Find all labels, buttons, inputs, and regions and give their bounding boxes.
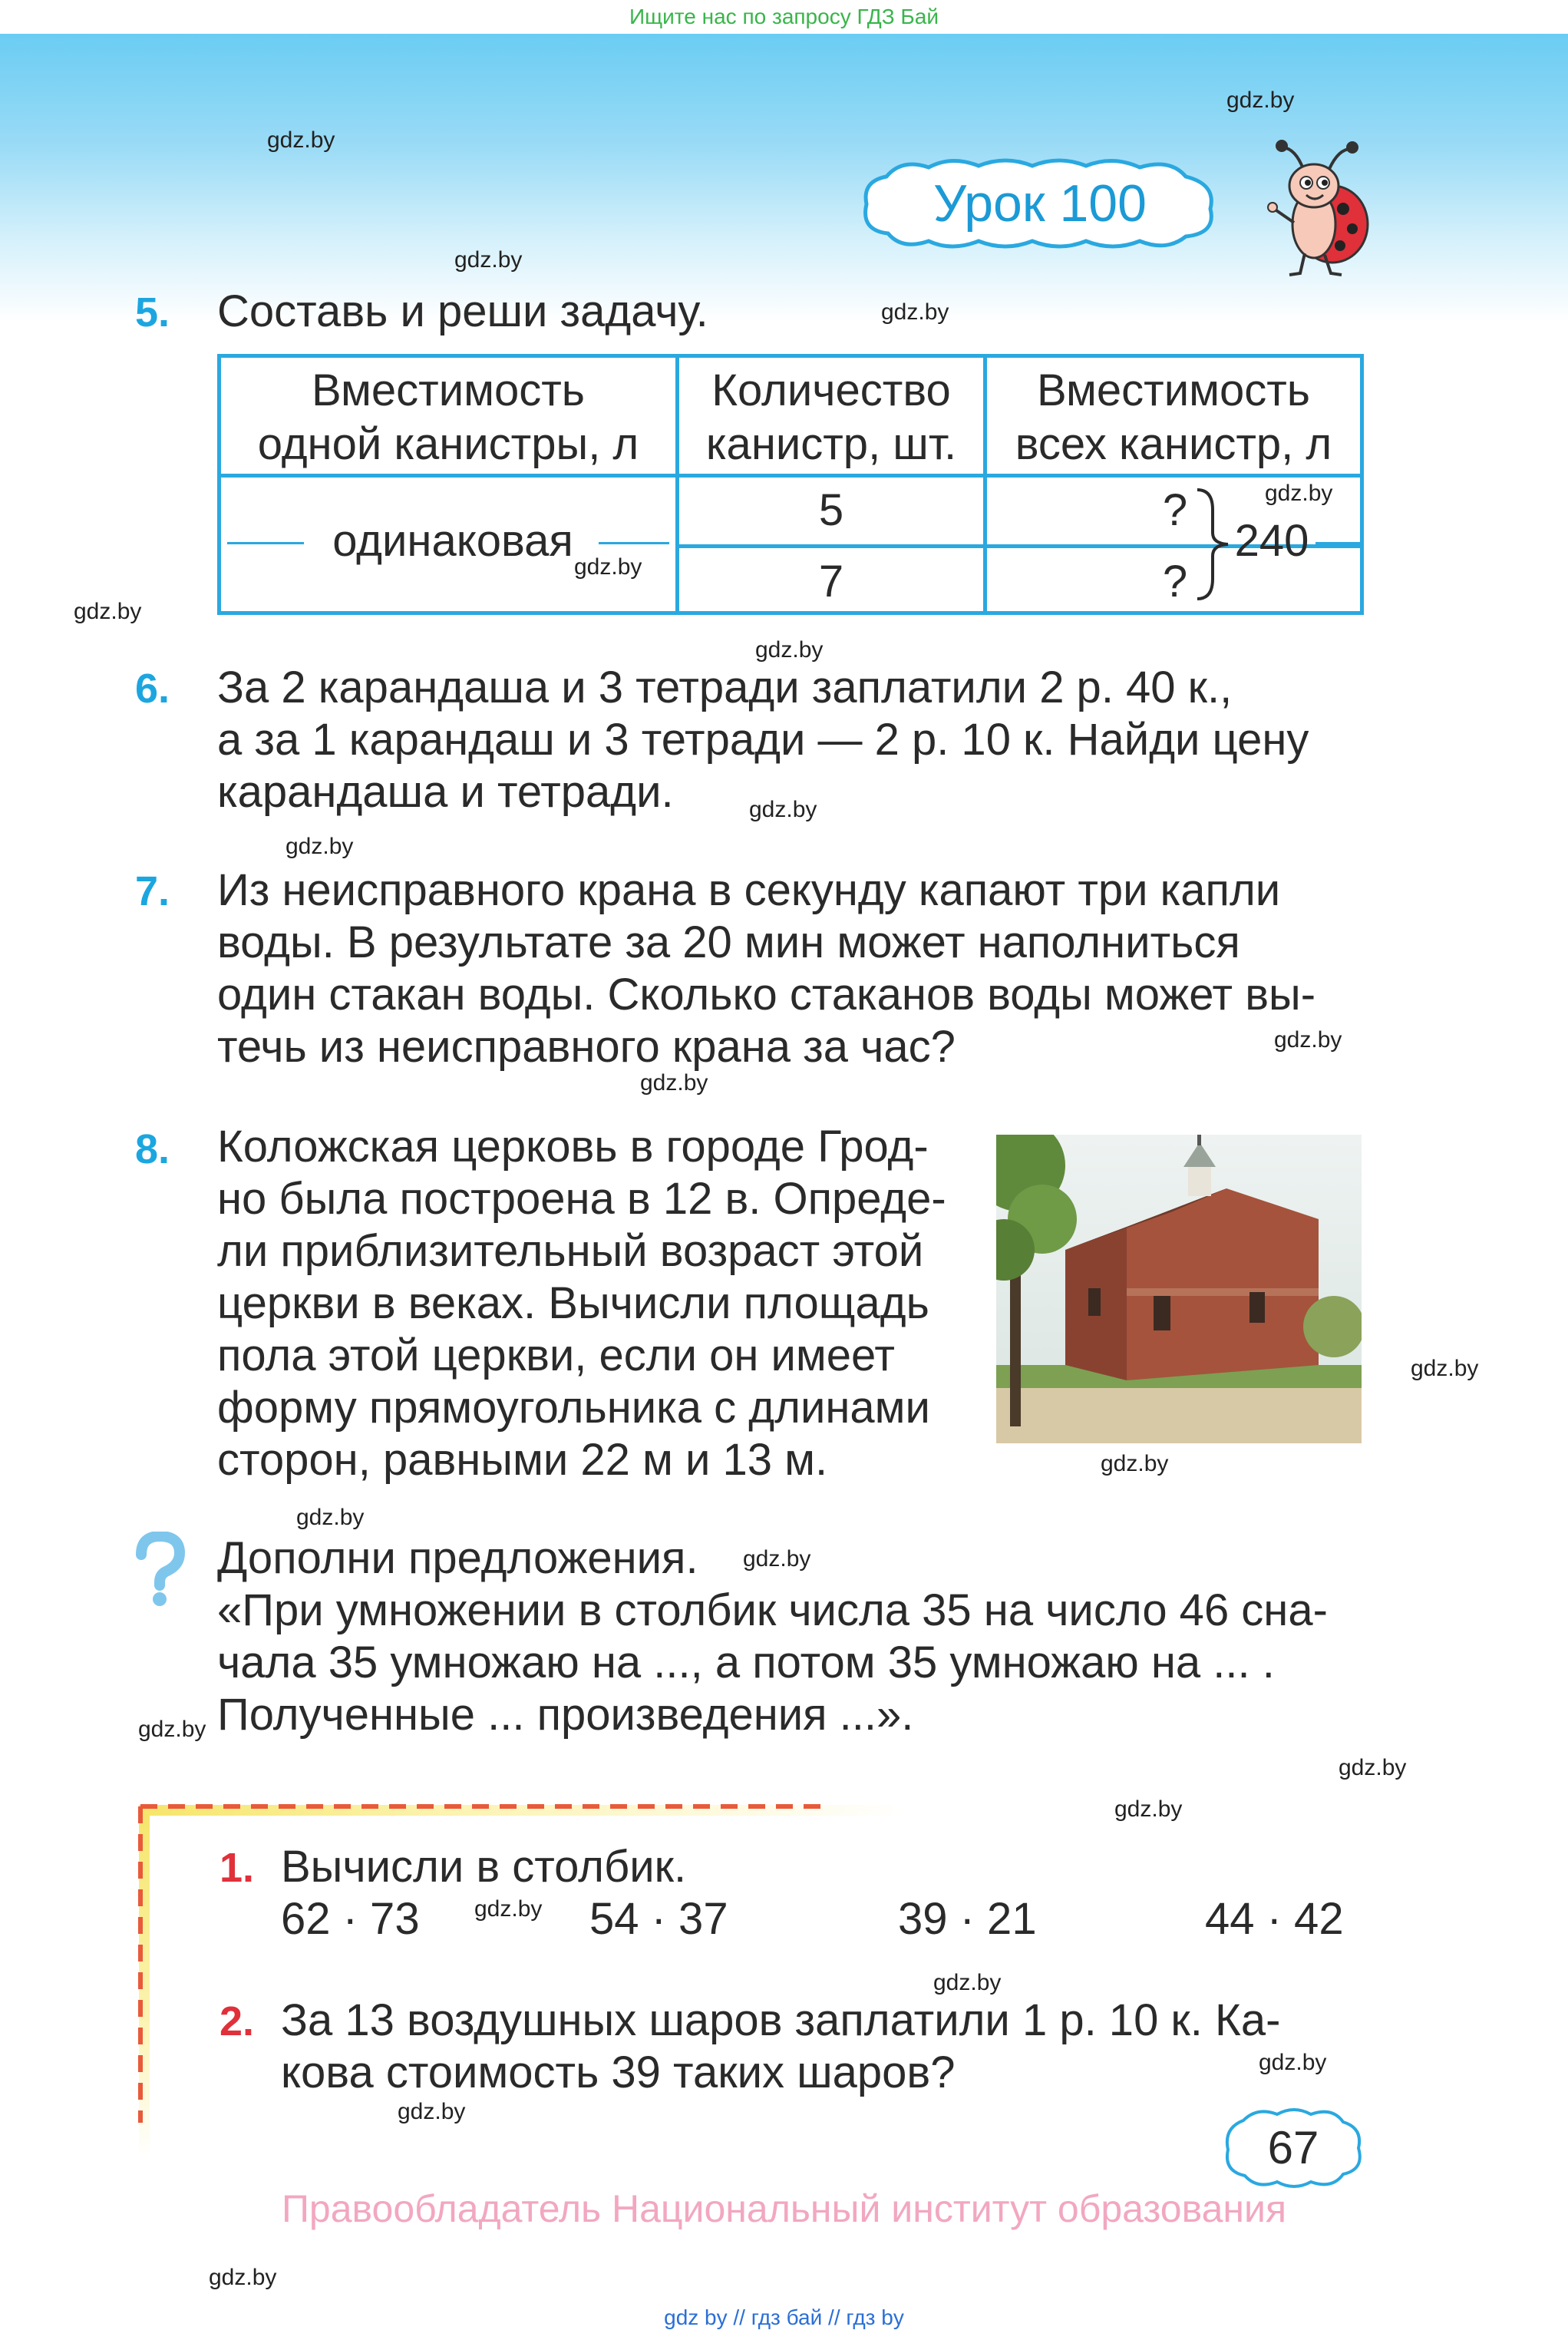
- header-line: всех канистр, л: [1015, 419, 1332, 469]
- text-line: Коложская церковь в городе Грод-: [217, 1122, 929, 1172]
- watermark: gdz.by: [1411, 1356, 1479, 1381]
- text-line: но была построена в 12 в. Опреде-: [217, 1174, 946, 1224]
- text-line: церкви в веках. Вычисли площадь: [217, 1278, 929, 1328]
- text-line: Полученные ... произведения ...».: [217, 1690, 914, 1740]
- text-line: воды. В результате за 20 мин может наполниться: [217, 917, 1240, 967]
- dash-line: [1315, 542, 1360, 544]
- header-line: Количество: [711, 365, 951, 415]
- watermark: gdz.by: [933, 1970, 1002, 1995]
- text-line: форму прямоугольника с длинами: [217, 1383, 930, 1433]
- expression: 54 · 37: [589, 1894, 728, 1944]
- task-text: [281, 1995, 1362, 2099]
- text-line: кова стоимость 39 таких шаров?: [281, 2048, 956, 2097]
- text-line: один стакан воды. Сколько стаканов воды может вы-: [217, 970, 1316, 1020]
- task-text: Составь и реши задачу.: [217, 286, 708, 336]
- table-header: [221, 364, 675, 479]
- expression: 44 · 42: [1205, 1894, 1344, 1944]
- text-line: ли приблизительный возраст этой: [217, 1226, 924, 1276]
- watermark: gdz.by: [574, 554, 642, 580]
- header-line: одной канистры, л: [257, 419, 639, 469]
- brace-icon: [1194, 487, 1233, 602]
- text-line: За 13 воздушных шаров заплатили 1 р. 10 к. Ка-: [281, 1995, 1281, 2045]
- watermark: gdz.by: [881, 299, 949, 325]
- watermark: gdz.by: [296, 1505, 365, 1530]
- canister-table: [217, 354, 1364, 615]
- watermark: gdz.by: [454, 247, 523, 273]
- text-line: пола этой церкви, если он имеет: [217, 1330, 895, 1380]
- dash-line: [599, 542, 669, 544]
- page-number-badge: [1220, 2104, 1366, 2192]
- top-banner[interactable]: Ищите нас по запросу ГДЗ Бай: [0, 0, 1568, 34]
- watermark: gdz.by: [267, 127, 335, 153]
- watermark: gdz.by: [474, 1896, 543, 1922]
- footer-links[interactable]: gdz by // гдз бай // гдз by: [664, 2305, 904, 2329]
- question-mark-icon: [132, 1532, 186, 1608]
- watermark: gdz.by: [209, 2265, 277, 2290]
- dash-line: [227, 542, 304, 544]
- watermark: gdz.by: [1259, 2050, 1327, 2075]
- watermark: gdz.by: [1265, 481, 1333, 506]
- task-number: 1.: [220, 1845, 255, 1891]
- task-text: [217, 1121, 962, 1486]
- lesson-title: Урок 100: [933, 174, 1147, 233]
- church-photo: [996, 1135, 1362, 1443]
- table-cell: одинаковая: [332, 516, 573, 566]
- watermark: gdz.by: [749, 797, 817, 822]
- page-number: 67: [1267, 2122, 1319, 2173]
- text-line: чала 35 умножаю на ..., а потом 35 умножаю на ... .: [217, 1638, 1275, 1687]
- text-line: а за 1 карандаш и 3 тетради — 2 р. 10 к. Найди цену: [217, 715, 1309, 765]
- task-text: [217, 662, 1361, 818]
- task-number: 2.: [220, 1998, 255, 2044]
- table-cell: ?: [1162, 485, 1188, 535]
- watermark: gdz.by: [1226, 88, 1295, 113]
- task-number: 5.: [135, 289, 170, 335]
- watermark: gdz.by: [286, 834, 354, 859]
- watermark: gdz.by: [1114, 1796, 1183, 1822]
- header-line: канистр, шт.: [705, 419, 957, 469]
- text-line: Из неисправного крана в секунду капают три капли: [217, 865, 1281, 915]
- lesson-badge: [856, 154, 1224, 253]
- text-line: течь из неисправного крана за час?: [217, 1022, 956, 1072]
- expression: 62 · 73: [281, 1894, 420, 1944]
- text-line: «При умножении в столбик числа 35 на число 46 сна-: [217, 1585, 1328, 1635]
- watermark: gdz.by: [640, 1070, 708, 1096]
- table-cell: ?: [1162, 557, 1188, 606]
- watermark: gdz.by: [1274, 1027, 1342, 1053]
- header-line: Вместимость: [1036, 365, 1311, 415]
- task-number: 7.: [135, 868, 170, 914]
- watermark: gdz.by: [1101, 1451, 1169, 1476]
- question-text: [217, 1532, 1361, 1741]
- task-text: Вычисли в столбик.: [281, 1842, 687, 1892]
- table-header: [987, 364, 1360, 479]
- watermark: gdz.by: [755, 637, 824, 663]
- table-cell: 5: [818, 485, 844, 535]
- ladybug-mascot-icon: [1266, 138, 1374, 284]
- table-header: [679, 364, 983, 479]
- watermark: gdz.by: [743, 1546, 811, 1572]
- task-number: 8.: [135, 1126, 170, 1172]
- watermark: gdz.by: [74, 599, 142, 624]
- watermark: gdz.by: [398, 2099, 466, 2124]
- text-line: Дополни предложения.: [217, 1533, 698, 1583]
- watermark: gdz.by: [1339, 1755, 1407, 1780]
- table-cell: 7: [818, 557, 844, 606]
- task-text: [217, 864, 1361, 1073]
- task-number: 6.: [135, 666, 170, 712]
- header-line: Вместимость: [311, 365, 586, 415]
- watermark: gdz.by: [138, 1717, 206, 1742]
- table-cell: 240: [1234, 516, 1309, 566]
- text-line: За 2 карандаша и 3 тетради заплатили 2 р. 40 к.,: [217, 663, 1233, 712]
- text-line: карандаша и тетради.: [217, 767, 674, 817]
- expression: 39 · 21: [898, 1894, 1037, 1944]
- copyright: Правообладатель Национальный институт образования: [281, 2187, 1287, 2230]
- text-line: сторон, равными 22 м и 13 м.: [217, 1435, 828, 1485]
